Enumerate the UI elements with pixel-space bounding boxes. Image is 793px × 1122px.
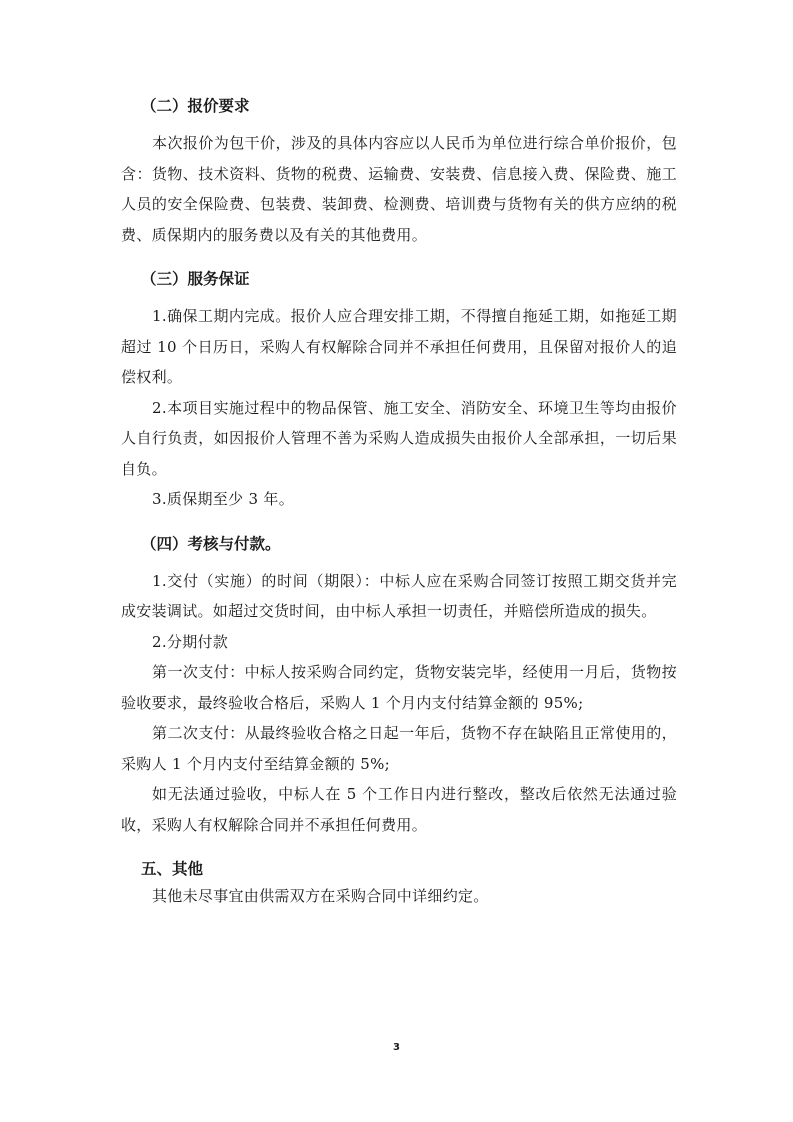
paragraph-quote-scope: 本次报价为包干价，涉及的具体内容应以人民币为单位进行综合单价报价，包含：货物、技术资料、货物的税费、运输费、安装费、信息接入费、保险费、施工人员的安全保险费、包装费、装卸费、检测费、培训费与货物有关的供方应纳的税费、质保期内的服务费以及有关的其他费用。 [121, 134, 677, 244]
page-number: 3 [393, 1042, 400, 1053]
paragraph-acceptance-failure: 如无法通过验收，中标人在 5 个工作日内进行整改，整改后依然无法通过验收，采购人有权解除合同并不承担任何费用。 [121, 785, 677, 834]
paragraph-first-payment: 第一次支付：中标人按采购合同约定，货物安装完毕，经使用一月后，货物按验收要求，最终验收合格后，采购人 1 个月内支付结算金额的 95%; [121, 663, 677, 712]
paragraph-other-matters: 其他未尽事宜由供需双方在采购合同中详细约定。 [152, 887, 489, 905]
section-heading-other: 五、其他 [141, 860, 204, 878]
paragraph-warranty: 3.质保期至少 3 年。 [152, 490, 294, 508]
paragraph-schedule: 1.确保工期内完成。报价人应合理安排工期，不得擅自拖延工期，如拖延工期超过 10 个日历日，采购人有权解除合同并不承担任何费用，且保留对报价人的追偿权利。 [121, 307, 677, 386]
section-heading-assessment-payment: （四）考核与付款。 [141, 534, 281, 553]
section-heading-quote-requirements: （二）报价要求 [141, 97, 250, 115]
paragraph-delivery-time: 1.交付（实施）的时间（期限）：中标人应在采购合同签订按照工期交货并完成安装调试。如超过交货时间，由中标人承担一切责任，并赔偿所造成的损失。 [121, 571, 677, 620]
section-heading-service-guarantee: （三）服务保证 [141, 270, 250, 288]
paragraph-second-payment: 第二次支付：从最终验收合格之日起一年后，货物不存在缺陷且正常使用的，采购人 1 个月内支付至结算金额的 5%; [121, 724, 677, 773]
paragraph-installment: 2.分期付款 [152, 632, 229, 651]
document-body [121, 94, 677, 912]
paragraph-safety-responsibility: 2.本项目实施过程中的物品保管、施工安全、消防安全、环境卫生等均由报价人自行负责，如因报价人管理不善为采购人造成损失由报价人全部承担，一切后果自负。 [121, 398, 677, 478]
